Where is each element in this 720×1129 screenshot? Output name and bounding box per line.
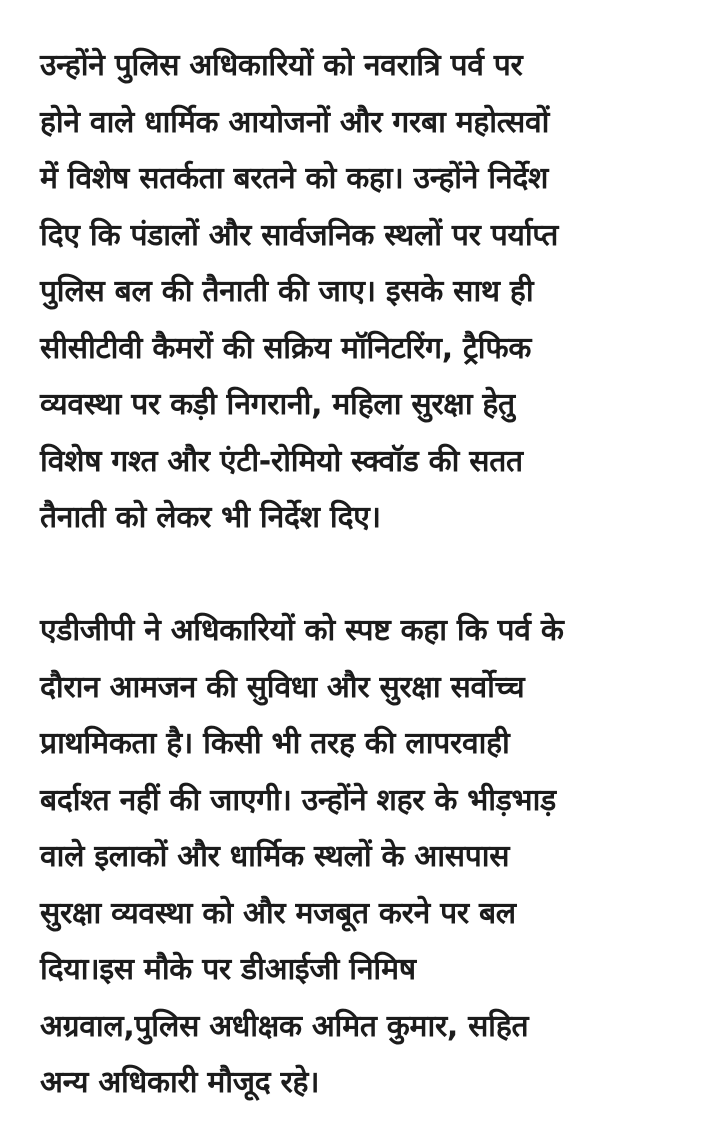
paragraph-line: होने वाले धार्मिक आयोजनों और गरबा महोत्सवों [40,104,550,140]
paragraph-line: प्राथमिकता है। किसी भी तरह की लापरवाही [40,726,510,761]
paragraph-line: उन्होंने पुलिस अधिकारियों को नवरात्रि पर्व पर [40,48,523,83]
paragraph-line: सीसीटीवी कैमरों की सक्रिय मॉनिटरिंग, ट्रैफिक [40,330,532,366]
paragraph-line: एडीजीपी ने अधिकारियों को स्पष्ट कहा कि पर्व के [40,613,564,648]
paragraph-line: सुरक्षा व्यवस्था को और मजबूत करने पर बल [40,895,516,931]
paragraph-1 [40,38,700,547]
article-body [40,38,700,1112]
paragraph-line: अग्रवाल,पुलिस अधीक्षक अमित कुमार, सहित [40,1008,529,1044]
paragraph-line: व्यवस्था पर कड़ी निगरानी, महिला सुरक्षा हेतु [40,387,515,422]
paragraph-line: बर्दाश्त नहीं की जाएगी। उन्होंने शहर के भीड़भाड़ [40,782,556,818]
paragraph-spacer [40,547,700,604]
paragraph-line: विशेष गश्त और एंटी-रोमियो स्क्वॉड की सतत [40,443,523,479]
paragraph-line: तैनाती को लेकर भी निर्देश दिए। [40,500,381,535]
paragraph-line: दिए कि पंडालों और सार्वजनिक स्थलों पर पर्याप्त [40,217,559,253]
paragraph-line: अन्य अधिकारी मौजूद रहे। [40,1065,320,1100]
paragraph-line: पुलिस बल की तैनाती की जाए। इसके साथ ही [40,274,534,309]
paragraph-line: दौरान आमजन की सुविधा और सुरक्षा सर्वोच्च [40,669,525,705]
paragraph-line: में विशेष सतर्कता बरतने को कहा। उन्होंने निर्देश [40,161,549,196]
paragraph-line: वाले इलाकों और धार्मिक स्थलों के आसपास [40,839,510,874]
paragraph-line: दिया।इस मौके पर डीआईजी निमिष [40,952,416,987]
paragraph-2 [40,603,700,1112]
